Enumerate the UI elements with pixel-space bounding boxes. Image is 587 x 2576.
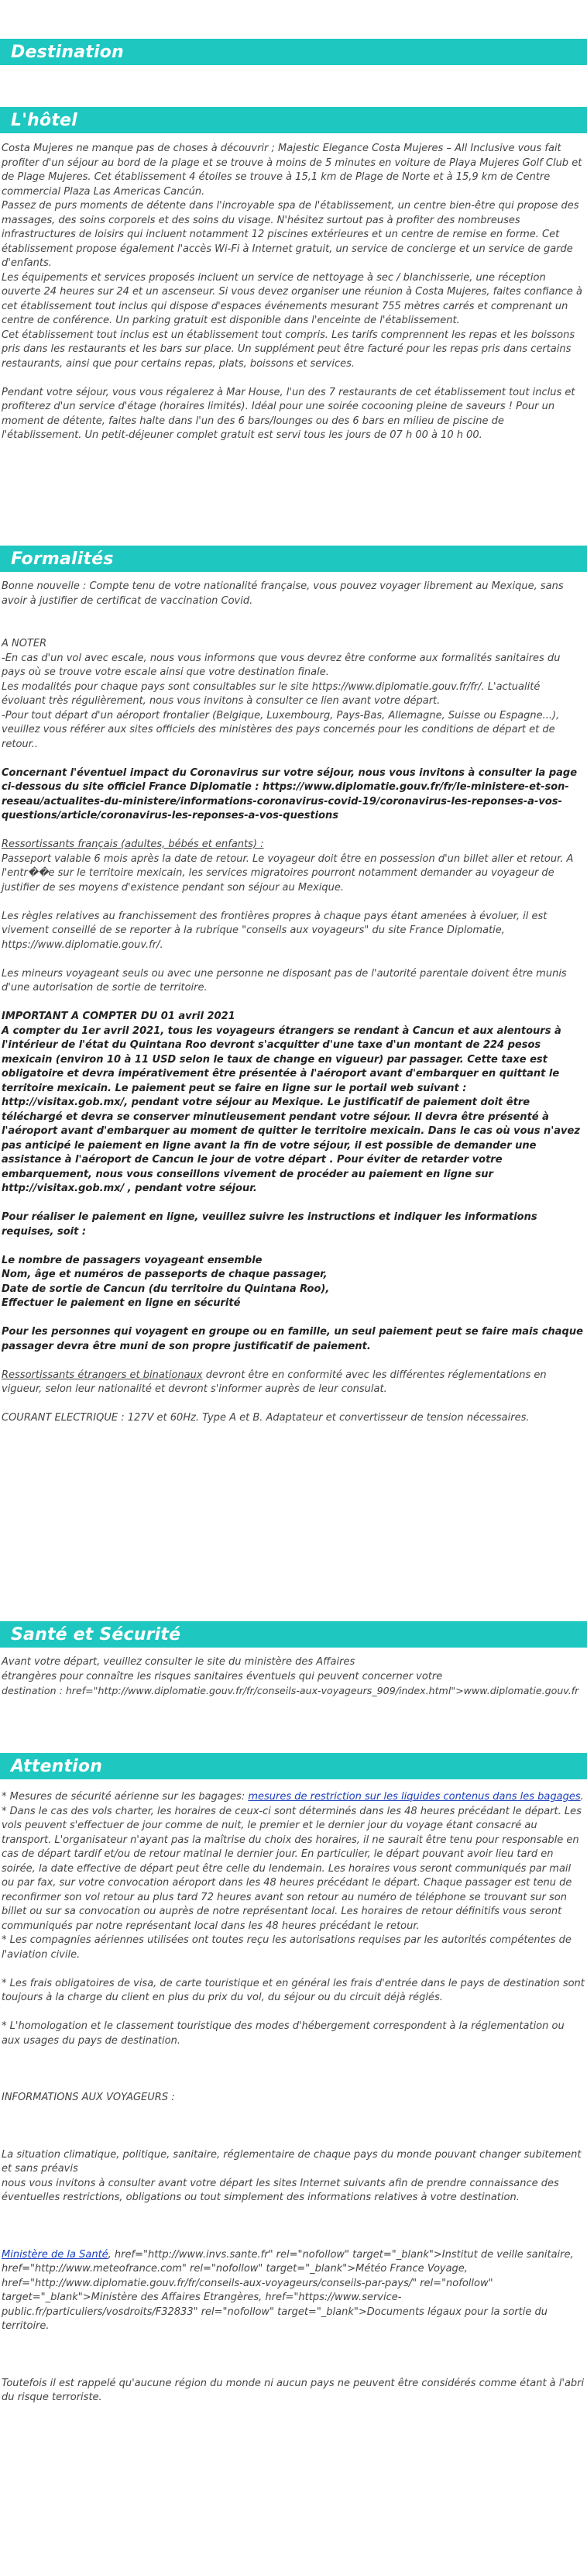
horaires-text: * Dans le cas des vols charter, les horaires de ceux-ci sont déterminés dans les 48 heures précédant le départ. Les vols peuvent s'effectuer de jour comme de nuit, le premier et le dernier jour du voyage étant consacré au transport. L'organisateur n'ayant pas la maîtrise du choix des horaires, il ne saurait être tenu pour responsable en cas de départ tardif et/ou de retour matinal le dernier jour. En particulier, le départ pouvant avoir lieu tard en soirée, la date effective de départ peut être celle du lendemain. Les horaires vous seront communiqués par mail ou par fax, sur votre convocation aéroport dans les 48 heures précédant le départ. Chaque passager est tenu de reconfirmer son vol retour au plus tard 72 heures avant son retour au numéro de téléphone se trouvant sur son billet ou sur sa convocation ou auprès de notre représentant local. Les horaires de retour définitifs vous seront communiqués par notre représentant local dans les 48 heures précédant le retour. — [2, 1805, 582, 1932]
sante-line: Avant votre départ, veuillez consulter le site du ministère des Affaires — [2, 1656, 355, 1668]
info-line: Le nombre de passagers voyageant ensemble — [2, 1254, 263, 1266]
pour-realiser-text: Pour réaliser le paiement en ligne, veuillez suivre les instructions et indiquer les informations requises, soit : — [2, 1211, 537, 1238]
section-header-sante — [0, 1621, 587, 1648]
a-noter-title: A NOTER — [2, 638, 47, 649]
compagnies-text: * Les compagnies aériennes utilisées ont toutes reçu les autorisations requises par les autorités compétentes de l'aviation civile. — [2, 1934, 572, 1961]
homologation-text: * L'homologation et le classement touristique des modes d'hébergement correspondent à la réglementation ou aux usages du pays de destination. — [2, 2020, 565, 2047]
section-header-hotel — [0, 107, 587, 133]
bagages-restriction-link[interactable]: mesures de restriction sur les liquides contenus dans les bagages — [248, 1791, 581, 1803]
hotel-description — [0, 142, 587, 443]
hotel-paragraph: Les équipements et services proposés incluent un service de nettoyage à sec / blanchisserie, une réception ouverte 24 heures sur 24 et un ascenseur. Si vous devez organiser une réunion à Costa Mujeres, faites confiance à cet établissement tout inclus qui dispose d'espaces événements mesurant 755 mètres carrés et comprenant un centre de conférence. Un parking gratuit est disponible dans l'enceinte de l'établissement. — [2, 271, 582, 326]
section-header-formalites — [0, 546, 587, 572]
coronavirus-notice: Concernant l'éventuel impact du Coronavirus sur votre séjour, nous vous invitons à consulter la page ci-dessous du site officiel France Diplomatie : https://www.diplomatie.gouv.fr/fr/le-ministere-et-son-reseau/actualites-du-ministere/informations-coronavirus-covid-19/coronavirus-les-reponses-a-vos-questions/article/coronavirus-les-reponses-a-vos-questions — [2, 766, 578, 821]
section-title-formalites: Formalités — [11, 549, 114, 569]
important-title: IMPORTANT A COMPTER DU 01 avril 2021 — [2, 1011, 235, 1022]
ressortissants-text: Passeport valable 6 mois après la date de retour. Le voyageur doit être en possession d'un billet aller et retour. A l'entr��e sur le territoire mexicain, les services migratoires pourront notamment demander au voyageur de justifier de ses moyens d'existence pendant son séjour au Mexique. — [2, 852, 574, 894]
formalites-content — [0, 580, 587, 1426]
mineurs-text: Les mineurs voyageant seuls ou avec une personne ne disposant pas de l'autorité parentale doivent être munis d'une autorisation de sortie de territoire. — [2, 967, 567, 994]
sante-line: étrangères pour connaître les risques sanitaires éventuels qui peuvent concerner votre — [2, 1670, 443, 1682]
frais-visa-text: * Les frais obligatoires de visa, de carte touristique et en général les frais d'entrée dans le pays de destination sont toujours à la charge du client en plus du prix du vol, du séjour ou du circuit déjà réglés. — [2, 1977, 585, 2003]
ministere-sante-link[interactable]: Ministère de la Santé — [2, 2248, 108, 2261]
hotel-paragraph: Passez de purs moments de détente dans l'incroyable spa de l'établissement, un centre bien-être qui propose des massages, des soins corporels et des soins du visage. N'hésitez surtout pas à profiter des nombreuses infrastructures de loisirs qui incluent notamment 12 piscines extérieures et un centre de remise en forme. Cet établissement propose également l'accès Wi-Fi à Internet gratuit, un service de concierge et un service de garde d'enfants. — [2, 200, 579, 269]
sante-content — [0, 1655, 587, 1699]
formalites-intro: Bonne nouvelle : Compte tenu de votre nationalité française, vous pouvez voyager librement au Mexique, sans avoir à justifier de certificat de vaccination Covid. — [2, 580, 564, 607]
info-line: Effectuer le paiement en ligne en sécurité — [2, 1297, 241, 1309]
etrangers-text — [2, 1369, 585, 1397]
section-title-destination: Destination — [11, 42, 124, 62]
groupe-text: Pour les personnes qui voyagent en groupe ou en famille, un seul paiement peut se faire mais chaque passager devra être muni de son propre justificatif de paiement. — [2, 1326, 583, 1352]
important-text: A compter du 1er avril 2021, tous les voyageurs étrangers se rendant à Cancun et aux alentours à l'intérieur de l'état du Quintana Roo devront s'acquitter d'une taxe d'un montant de 224 pesos mexicain (environ 10 à 11 USD selon le taux de change en vigueur) par passager. Cette taxe est obligatoire et devra impérativement être présentée à l'aéroport avant d'embarquer en quittant le territoire mexicain. Le paiement peut se faire en ligne sur le portail web suivant : http://visitax.gob.mx/, pendant votre séjour au Mexique. Le justificatif de paiement doit être téléchargé et devra se conserver minutieusement pendant votre séjour. Il devra être présenté à l'aéroport avant d'embarquer au moment de quitter le territoire mexicain. Dans le cas où vous n'avez pas anticipé le paiement en ligne avant la fin de votre séjour, il est possible de demander une assistance à l'aéroport de Cancun le jour de votre départ . Pour éviter de retarder votre embarquement, nous vous conseillons vivement de procéder au paiement en ligne sur http://visitax.gob.mx/ , pendant votre séjour. — [2, 1025, 580, 1194]
situation-line: nous vous invitons à consulter avant votre départ les sites Internet suivants afin de prendre connaissance des éventuelles restrictions, obligations ou tout simplement des informations relatives à votre destination. — [2, 2177, 559, 2203]
section-header-destination — [0, 39, 587, 65]
hotel-paragraph: Costa Mujeres ne manque pas de choses à découvrir ; Majestic Elegance Costa Mujeres – All Inclusive vous fait profiter d'un séjour au bord de la plage et se trouve à moins de 5 minutes en voiture de Playa Mujeres Golf Club et de Plage Mujeres. Cet établissement 4 étoiles se trouve à 15,1 km de Plage de Norte et à 15,9 km de Centre commercial Plaza Las Americas Cancún. — [2, 143, 582, 198]
section-title-sante: Santé et Sécurité — [11, 1624, 181, 1644]
info-line: Date de sortie de Cancun (du territoire du Quintana Roo), — [2, 1283, 330, 1295]
hotel-paragraph: Cet établissement tout inclus est un établissement tout compris. Les tarifs comprennent les repas et les boissons pris dans les restaurants et les bars sur place. Un supplément peut être facturé pour les repas pris dans certains restaurants, ainsi que pour certains repas, plats, boissons et services. — [2, 329, 575, 370]
info-line: Nom, âge et numéros de passeports de chaque passager, — [2, 1269, 328, 1280]
bagages-suffix: . — [580, 1791, 584, 1803]
a-noter-line: -Pour tout départ d'un aéroport frontalier (Belgique, Luxembourg, Pays-Bas, Allemagne, Suisse ou Espagne...), veuillez vous référer aux sites officiels des ministères des pays concernés pour les conditions de départ et de retour.. — [2, 709, 560, 750]
info-voyageurs-title: INFORMATIONS AUX VOYAGEURS : — [2, 2092, 175, 2103]
ressortissants-title: Ressortissants français (adultes, bébés et enfants) : — [2, 839, 264, 850]
bagages-text — [2, 1790, 585, 1805]
regles-text: Les règles relatives au franchissement des frontières propres à chaque pays étant amenées à évoluer, il est vivement conseillé de se reporter à la rubrique "conseils aux voyageurs" du site France Diplomatie, https://www.diplomatie.gouv.fr/. — [2, 910, 548, 951]
a-noter-line: -En cas d'un vol avec escale, nous vous informons que vous devrez être conforme aux formalités sanitaires du pays où se trouve votre escale ainsi que votre destination finale. — [2, 652, 561, 678]
situation-line: La situation climatique, politique, sanitaire, réglementaire de chaque pays du monde pouvant changer subitement et sans préavis — [2, 2148, 582, 2175]
bagages-prefix: * Mesures de sécurité aérienne sur les bagages: — [2, 1791, 249, 1803]
attention-content — [0, 1790, 587, 2406]
ministere-text — [2, 2248, 585, 2334]
hotel-paragraph: Pendant votre séjour, vous vous régalerez à Mar House, l'un des 7 restaurants de cet établissement tout inclus et profiterez d'un service d'étage (horaires limités). Idéal pour une soirée cocooning pleine de saveurs ! Pour un moment de détente, faites halte dans l'un des 6 bars/lounges ou des 6 bars en milieu de piscine de l'établissement. Un petit-déjeuner complet gratuit est servi tous les jours de 07 h 00 à 10 h 00. — [2, 386, 575, 441]
section-title-hotel: L'hôtel — [11, 110, 77, 130]
a-noter-line: Les modalités pour chaque pays sont consultables sur le site https://www.diplomatie.gouv.fr/fr/. L'actualité évoluant très régulièrement, nous vous invitons à consulter ce lien avant votre départ. — [2, 680, 541, 707]
etrangers-underlined: Ressortissants étrangers et binationaux — [2, 1369, 203, 1381]
terrorisme-text: Toutefois il est rappelé qu'aucune région du monde ni aucun pays ne peuvent être considérés comme étant à l'abri du risque terroriste. — [2, 2377, 585, 2403]
etrangers-rest: devront être en conformité avec les différentes réglementations en vigueur, selon leur nationalité et devront s'informer auprès de leur consulat. — [2, 1369, 547, 1395]
ministere-rest: , href="http://www.invs.sante.fr" rel="nofollow" target="_blank">Institut de veille sanitaire, href="http://www.meteofrance.com" rel="nofollow" target="_blank">Météo France Voyage, href="http://www.diplomatie.gouv.fr/fr/conseils-aux-voyageurs/conseils-par-pays/" rel="nofollow" target="_blank">Ministère des Affaires Etrangères, href="https://www.service-public.fr/particuliers/vosdroits/F32833" rel="nofollow" target="_blank">Documents légaux pour la sortie du territoire. — [2, 2248, 574, 2332]
courant-electrique: COURANT ELECTRIQUE : 127V et 60Hz. Type A et B. Adaptateur et convertisseur de tension nécessaires. — [2, 1412, 530, 1424]
section-header-attention — [0, 1753, 587, 1779]
sante-line: destination : href="http://www.diplomatie.gouv.fr/fr/conseils-aux-voyageurs_909/index.html">www.diplomatie.gouv.fr — [2, 1685, 579, 1696]
section-title-attention: Attention — [11, 1756, 103, 1776]
